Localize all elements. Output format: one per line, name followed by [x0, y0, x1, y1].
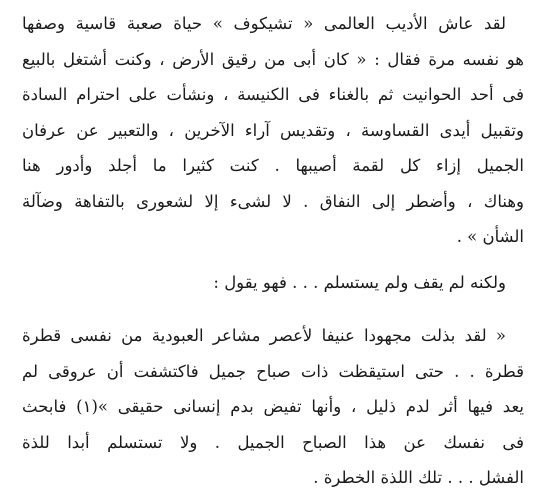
text-line: ولكنه لم يقف ولم يستسلم . . . فهو يقول : [213, 272, 506, 292]
text-line: قطرة . . حتى استيقظت ذات صباح جميل فاكتشفت أن عروقى لم [22, 361, 524, 381]
paragraph-quote [22, 318, 524, 496]
text-line: فى نفسك عن هذا الصباح الجميل . ولا تستسلم أبدا للذة [22, 432, 524, 452]
text-line: الشأن » . [456, 227, 524, 246]
text-line: وهناك ، وأضطر إلى النفاق . لا لشىء إلا لشعورى بالتفاهة وضآلة [22, 191, 524, 211]
text-line: هو نفسه مرة فقال : « كان أبى من رقيق الأرض ، وكنت أشتغل بالبيع [22, 49, 524, 69]
text-line: فى أحد الحوانيت ثم بالغناء فى الكنيسة ، ونشأت على احترام السادة [22, 85, 524, 104]
text-line: الفشل . . . تلك اللذة الخطرة . [313, 468, 524, 487]
paragraph-did-not-surrender [22, 265, 524, 301]
text-line: « لقد بذلت مجهودا عنيفا لأعصر مشاعر العبودية من نفسى قطرة [22, 326, 506, 345]
paragraph-spacer [22, 255, 524, 265]
text-line: يعد فيها أثر لدم ذليل ، وأنها تفيض بدم إنسانى حقيقى »(١) فابحث [22, 397, 524, 416]
text-line: وتقبيل أيدى القساوسة ، وتقديس آراء الآخرين ، والتعبير عن عرفان [22, 120, 524, 140]
text-line: لقد عاش الأديب العالمى « تشيكوف » حياة صعبة قاسية وصفها [22, 14, 506, 33]
paragraph-spacer [22, 300, 524, 318]
paragraph-chekhov-life [22, 6, 524, 255]
text-line: الجميل إزاء كل لقمة أصيبها . كنت كثيرا ما أجلد وأدور هنا [22, 156, 524, 175]
